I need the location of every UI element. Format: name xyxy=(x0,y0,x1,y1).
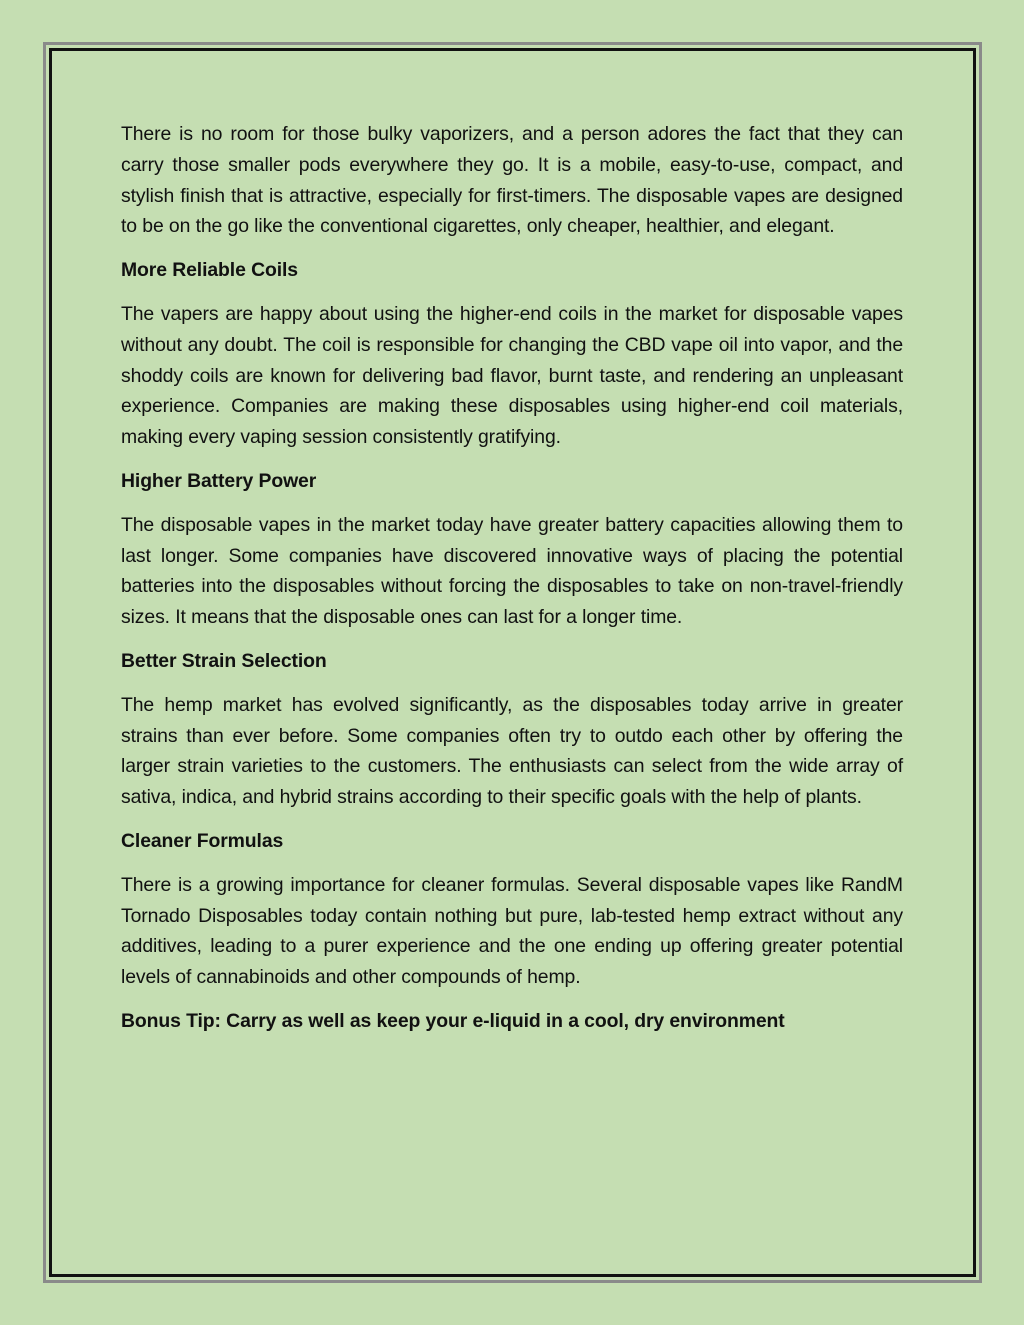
section-heading-cleaner-formulas: Cleaner Formulas xyxy=(121,829,284,852)
paragraph-reliable-coils: The vapers are happy about using the higher-end coils in the market for disposable vapes without any doubt. The coil is responsible for changing the CBD vape oil into vapor, and the shoddy coils are known for delivering bad flavor, burnt taste, and rendering an unpleasant experience. Companies are making these disposables using higher-end coil materials, making every vaping session consistently gratifying. xyxy=(121,302,903,449)
paragraph-cleaner-formulas: There is a growing importance for cleaner formulas. Several disposable vapes like RandM Tornado Disposables today contain nothing but pure, lab-tested hemp extract without any additives, leading to a purer experience and the one ending up offering greater potential levels of cannabinoids and other compounds of hemp. xyxy=(121,873,903,989)
paragraph-strain-selection: The hemp market has evolved significantly, as the disposables today arrive in greater strains than ever before. Some companies often try to outdo each other by offering the larger strain varieties to the customers. The enthusiasts can select from the wide array of sativa, indica, and hybrid strains according to their specific goals with the help of plants. xyxy=(121,693,903,809)
bonus-tip-heading: Bonus Tip: Carry as well as keep your e-liquid in a cool, dry environment xyxy=(121,1009,785,1032)
document-body xyxy=(121,119,903,1050)
section-heading-battery-power: Higher Battery Power xyxy=(121,469,317,492)
section-heading-strain-selection: Better Strain Selection xyxy=(121,649,327,672)
paragraph-battery-power: The disposable vapes in the market today have greater battery capacities allowing them to last longer. Some companies have discovered innovative ways of placing the potential batteries into the disposables without forcing the disposables to take on non-travel-friendly sizes. It means that the disposable ones can last for a longer time. xyxy=(121,513,903,629)
intro-paragraph: There is no room for those bulky vaporizers, and a person adores the fact that they can carry those smaller pods everywhere they go. It is a mobile, easy-to-use, compact, and stylish finish that is attractive, especially for first-timers. The disposable vapes are designed to be on the go like the conventional cigarettes, only cheaper, healthier, and elegant. xyxy=(121,123,903,238)
section-heading-reliable-coils: More Reliable Coils xyxy=(121,259,298,282)
